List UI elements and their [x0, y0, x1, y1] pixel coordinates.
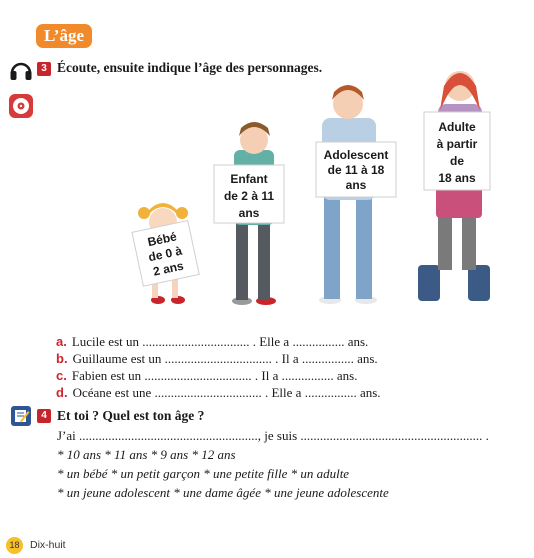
question-c-letter: c. [56, 368, 67, 383]
question-d [56, 385, 381, 401]
sign-teen [316, 142, 396, 197]
question-a [56, 334, 368, 350]
sign-adult-line-4: 18 ans [438, 171, 476, 185]
exercise-4-number: 4 [37, 409, 51, 423]
pencil-notebook-icon [10, 405, 32, 427]
sign-child-line-2: de 2 à 11 [223, 189, 275, 203]
sign-adult-line-1: Adulte [438, 120, 476, 134]
sign-adult [424, 112, 490, 190]
options-people: * un bébé * un petit garçon * une petite fille * un adulte [57, 466, 350, 481]
options-ages: * 10 ans * 11 ans * 9 ans * 12 ans [57, 447, 236, 462]
exercise-3-instruction: Écoute, ensuite indique l’âge des personnages. [57, 60, 323, 75]
question-b-letter: b. [56, 351, 68, 366]
sign-baby-line-1: Bébé [146, 229, 178, 250]
sign-teen-line-2: de 11 à 18 [327, 163, 385, 177]
question-a-letter: a. [56, 334, 67, 349]
exercise-3-number: 3 [37, 62, 51, 76]
options-people-2: * un jeune adolescent * une dame âgée * une jeune adolescente [57, 485, 389, 500]
sign-child-line-1: Enfant [230, 172, 268, 186]
question-b-text: Guillaume est un ................................. . Il a ................ ans. [72, 351, 378, 366]
sign-baby-line-3: 2 ans [151, 258, 185, 279]
sign-child [214, 165, 284, 223]
page-number-badge: 18 [6, 537, 23, 554]
exercise-4-heading: Et toi ? Quel est ton âge ? [57, 408, 205, 423]
answer-line: J’ai ......................................................., je suis ........................................................ . [57, 428, 489, 443]
question-a-text: Lucile est un ................................. . Elle a ................ ans. [71, 334, 369, 349]
question-c [56, 368, 357, 384]
sign-adult-line-2: à partir [436, 137, 478, 151]
sign-teen-line-1: Adolescent [323, 148, 389, 162]
characters-illustration [0, 60, 534, 320]
section-title: L’âge [36, 24, 92, 48]
page-number-word: Dix-huit [30, 539, 66, 551]
question-d-text: Océane est une ................................. . Elle a ................ ans. [72, 385, 381, 400]
question-c-text: Fabien est un ................................. . Il a ................ ans. [71, 368, 358, 383]
sign-teen-line-3: ans [345, 178, 367, 192]
sign-child-line-3: ans [238, 206, 260, 220]
question-b [56, 351, 378, 367]
sign-baby-line-2: de 0 à [147, 243, 184, 265]
sign-baby [132, 221, 199, 287]
question-d-letter: d. [56, 385, 68, 400]
sign-adult-line-3: de [449, 154, 465, 168]
